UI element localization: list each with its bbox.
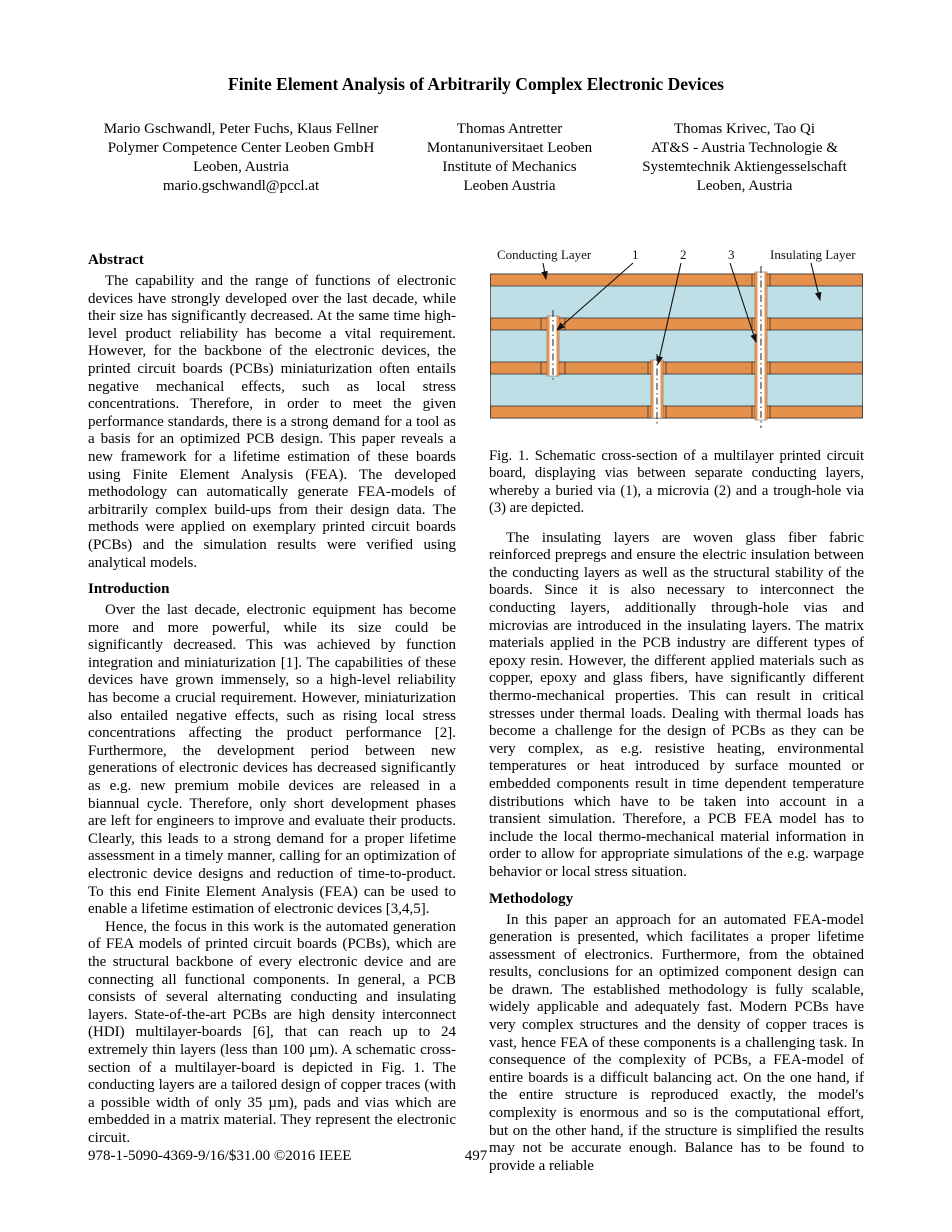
section-heading-abstract: Abstract xyxy=(88,252,144,268)
author-column-1 xyxy=(85,120,397,196)
via-wall xyxy=(755,272,758,420)
left-column xyxy=(88,246,456,1175)
author-names: Mario Gschwandl, Peter Fuchs, Klaus Fellner xyxy=(103,121,379,137)
label-conducting-layer: Conducting Layer xyxy=(497,247,592,262)
via-wall xyxy=(557,316,560,376)
author-column-2 xyxy=(407,120,612,196)
paragraph-methodology: In this paper an approach for an automated FEA-model generation is presented, which facilitates a proper lifetime assessment of electronics. Furthermore, from the obtained results, conclusions for an optimized component design can be drawn. The established methodology is fully scalable, widely applicable and adequately fast. Modern PCBs have very complex structures and the density of copper traces is vast, hence FEA of these components is a challenging task. In consequence of the complexity of PCBs, a FEA-model of entire boards is a difficult balancing act. On the one hand, if the entire structure is reproduced exactly, the model's complexity is enormous and so is the computational effort, but on the other hand, if the structure is simplified the results may not be accurate enough. Balance has to be found to provide a reliable xyxy=(489,911,864,1174)
via-wall xyxy=(765,272,768,420)
label-via-3: 3 xyxy=(728,247,735,262)
author-affiliation: AT&S - Austria Technologie & xyxy=(651,140,838,156)
author-names: Thomas Antretter xyxy=(456,121,563,137)
author-block xyxy=(0,120,952,196)
right-column xyxy=(489,246,864,1175)
paragraph-introduction-1: Over the last decade, electronic equipment has become more and more powerful, while its size could be significantly decreased. This was achieved by function integration and miniaturization [1]. The capabilities of these devices have grown immensely, so a high-level reliability has become a crucial requirement. However, miniaturization also entailed negative effects, such as rising local stress concentrations affecting the product performance [2]. Furthermore, the development period between new generations of electronic devices has decreased significantly as e.g. new premium mobile devices are released in a biannual cycle. Therefore, only short development phases are left for engineers to improve and evaluate their products. Clearly, this leads to a strong demand for a proper lifetime assessment in a timely manner, calling for an optimization of electronic device designs and reduction of time-to-product. To this end Finite Element Analysis (FEA) can be used to enable a lifetime estimation of electronic devices [3,4,5]. xyxy=(88,602,456,918)
figure-labels xyxy=(497,247,856,262)
conducting-layer-strip xyxy=(491,406,863,418)
paragraph-insulating-layers: The insulating layers are woven glass fiber fabric reinforced prepregs and ensure the electric insulation between the conducting layers as well as the structural stability of the boards. Since it is also necessary to interconnect the conducting layers, additionally through-hole vias and microvias are introduced in the insulating layers. The matrix materials applied in the PCB industry are different types of epoxy resin. However, the different applied materials such as copper, epoxy and glass fibers, have significantly different thermo-mechanical properties. This can result in critical stresses under thermal loads. Dealing with thermal loads has become a challenge for the design of PCBs as they can be very complex, as e.g. resistive heating, environmental temperatures or heat introduced by surface mounted or embedded components result in time dependent temperature distributions which have to be taken into account in a transient simulation. Therefore, a PCB FEA model has to include the local thermo-mechanical material information in order to allow for appropriate simulations of the e.g. warpage behavior or local stress situation. xyxy=(489,529,864,880)
pcb-cross-section-diagram xyxy=(489,246,864,431)
label-insulating-layer: Insulating Layer xyxy=(770,247,856,262)
figure-1 xyxy=(489,246,864,436)
author-institute: Institute of Mechanics xyxy=(442,159,577,175)
via-wall xyxy=(547,316,550,376)
insulating-stack xyxy=(491,274,863,418)
copyright-notice: 978-1-5090-4369-9/16/$31.00 ©2016 IEEE xyxy=(88,1148,352,1164)
figure-caption: Fig. 1. Schematic cross-section of a multilayer printed circuit board, displaying vias between separate conducting layers, whereby a buried via (1), a microvia (2) and a trough-hole via (3) are depicted. xyxy=(489,448,864,517)
label-via-1: 1 xyxy=(632,247,639,262)
author-affiliation: Montanuniversitaet Leoben xyxy=(426,140,593,156)
author-location: Leoben, Austria xyxy=(696,178,793,194)
author-names: Thomas Krivec, Tao Qi xyxy=(673,121,816,137)
author-location: Leoben, Austria xyxy=(193,159,289,175)
via-wall xyxy=(651,360,654,418)
author-column-3 xyxy=(622,120,867,196)
via-wall xyxy=(661,360,664,418)
label-via-2: 2 xyxy=(680,247,687,262)
section-heading-methodology: Methodology xyxy=(489,890,574,907)
two-column-body xyxy=(88,246,864,1175)
author-affiliation-2: Systemtechnik Aktiengesselschaft xyxy=(642,159,847,175)
author-location: Leoben Austria xyxy=(463,178,556,194)
section-heading-introduction: Introduction xyxy=(88,581,170,598)
author-email: mario.gschwandl@pccl.at xyxy=(162,178,320,194)
author-affiliation: Polymer Competence Center Leoben GmbH xyxy=(107,140,375,156)
paragraph-abstract: The capability and the range of functions of electronic devices have strongly developed over the last decade, while their size has significantly decreased. At the same time high-level product reliability has become a vital requirement. However, for the backbone of the electronic devices, the printed circuit boards (PCBs) miniaturization often entails negative mechanical effects, such as local stress concentrations. Therefore, in order to meet the given performance standards, there is a strong demand for a tool as a basis for an optimized PCB design. This paper reveals a new framework for a lifetime estimation of these boards using Finite Element Analysis (FEA). The developed methodology can automatically generate FEA-models of arbitrarily complex build-ups from their design data. The methods were applied on exemplary printed circuit boards (PCBs) and the simulation results were verified using analytical models. xyxy=(88,273,456,571)
paper-title: Finite Element Analysis of Arbitrarily Complex Electronic Devices xyxy=(228,74,724,94)
paragraph-introduction-2: Hence, the focus in this work is the automated generation of FEA models of printed circuit boards (PCBs), which are the structural backbone of every electronic device and are connecting all functional components. In general, a PCB consists of several alternating conducting and insulating layers. State-of-the-art PCBs are high density interconnect (HDI) multilayer-boards [6], that can reach up to 24 extremely thin layers (less than 100 µm). A schematic cross-section of a multilayer-board is depicted in Fig. 1. The conducting layers are a tailored design of copper traces (with a possible width of only 35 µm), pads and vias which are embedded in a matrix material. They represent the electronic circuit. xyxy=(88,918,456,1146)
page-number: 497 xyxy=(464,1148,488,1164)
